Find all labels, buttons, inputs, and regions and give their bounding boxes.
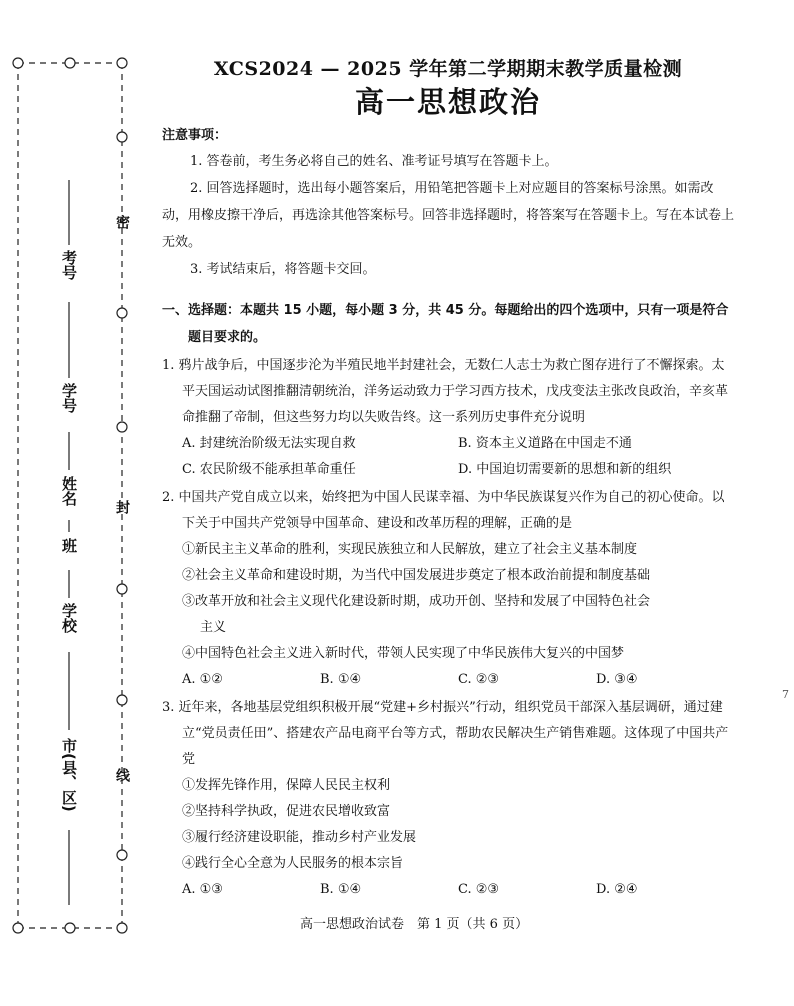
option-a: A. ①③ — [182, 882, 223, 897]
notice-item-3: 3. 考试结束后，将答题卡交回。 — [190, 262, 376, 277]
page-footer: 高一思想政治试卷 第 1 页（共 6 页） — [300, 917, 529, 932]
option-c: C. ②③ — [458, 672, 500, 687]
option-b: B. 资本主义道路在中国走不通 — [458, 436, 632, 451]
option-a: A. 封建统治阶级无法实现自救 — [182, 436, 356, 451]
option-d: D. ③④ — [596, 672, 638, 687]
notice-item-2: 2. 回答选择题时，选出每小题答案后，用铅笔把答题卡上对应题目的答案标号涂黑。如需改动，用橡皮擦干净后，再选涂其他答案标号。回答非选择题时，将答案写在答题卡上。写在本试卷上无效。 — [162, 181, 735, 250]
statement-2: ②社会主义革命和建设时期，为当代中国发展进步奠定了根本政治前提和制度基础 — [182, 568, 651, 583]
option-b: B. ①④ — [320, 672, 362, 687]
cut-mark-seal-1: 密 — [114, 215, 130, 229]
statement-1: ①发挥先锋作用，保障人民民主权利 — [182, 778, 391, 793]
exam-header — [162, 56, 734, 122]
binding-label-school: 学校 — [60, 603, 78, 633]
subject-title: 高一思想政治 — [354, 85, 541, 119]
statement-4: ④中国特色社会主义进入新时代，带领人民实现了中华民族伟大复兴的中国梦 — [182, 646, 625, 661]
question-3 — [162, 695, 734, 903]
option-d: D. ②④ — [596, 882, 638, 897]
question-stem: 1. 鸦片战争后，中国逐步沦为半殖民地半封建社会，无数仁人志士为救亡图存进行了不懈探索。太平天国运动试图推翻清朝统治，洋务运动致力于学习西方技术，戊戌变法主张改良政治，辛亥革命推翻了帝制，但这些努力均以失败告终。这一系列历史事件充分说明 — [162, 358, 729, 425]
cut-mark-seal-2: 封 — [114, 500, 130, 514]
question-options — [162, 877, 734, 903]
statement-4: ④践行全心全意为人民服务的根本宗旨 — [182, 856, 404, 871]
statement-1: ①新民主主义革命的胜利，实现民族独立和人民解放，建立了社会主义基本制度 — [182, 542, 638, 557]
statement-2: ②坚持科学执政，促进农民增收致富 — [182, 804, 391, 819]
question-stem: 2. 中国共产党自成立以来，始终把为中国人民谋幸福、为中华民族谋复兴作为自己的初心使命。以下关于中国共产党领导中国革命、建设和改革历程的理解，正确的是 — [162, 490, 725, 531]
question-options — [162, 667, 734, 693]
question-options — [162, 431, 734, 483]
question-2 — [162, 485, 734, 693]
option-c: C. 农民阶级不能承担革命重任 — [182, 462, 356, 477]
margin-mark: 7 — [782, 688, 789, 701]
option-d: D. 中国迫切需要新的思想和新的组织 — [458, 462, 672, 477]
statement-3: ③履行经济建设职能，推动乡村产业发展 — [182, 830, 417, 845]
binding-label-exam-number: 考号 — [60, 250, 78, 280]
binding-label-city: 市(县、区) — [60, 738, 78, 812]
option-c: C. ②③ — [458, 882, 500, 897]
binding-label-name: 姓名 — [60, 476, 78, 506]
notice-item-1: 1. 答卷前，考生务必将自己的姓名、准考证号填写在答题卡上。 — [190, 154, 558, 169]
binding-label-class: 班 — [60, 538, 78, 553]
section-title: 一、选择题：本题共 15 小题，每小题 3 分，共 45 分。每题给出的四个选项中，只有一项是符合题目要求的。 — [162, 303, 729, 345]
question-1 — [162, 353, 734, 483]
binding-label-student-number: 学号 — [60, 383, 78, 413]
option-b: B. ①④ — [320, 882, 362, 897]
binding-margin — [0, 0, 150, 1006]
statement-3-continued: 主义 — [200, 620, 227, 635]
statement-3: ③改革开放和社会主义现代化建设新时期，成功开创、坚持和发展了中国特色社会 — [182, 594, 651, 609]
exam-content — [162, 56, 734, 903]
question-stem: 3. 近年来，各地基层党组织积极开展“党建+乡村振兴”行动，组织党员干部深入基层调研，通过建立“党员责任田”、搭建农产品电商平台等方式，帮助农民解决生产销售难题。这体现了中国共产党 — [162, 700, 729, 767]
exam-title: XCS2024 — 2025 学年第二学期期末教学质量检测 — [213, 58, 683, 80]
option-a: A. ①② — [182, 672, 223, 687]
notice-title: 注意事项： — [162, 128, 228, 143]
cut-mark-seal-3: 线 — [114, 768, 130, 782]
